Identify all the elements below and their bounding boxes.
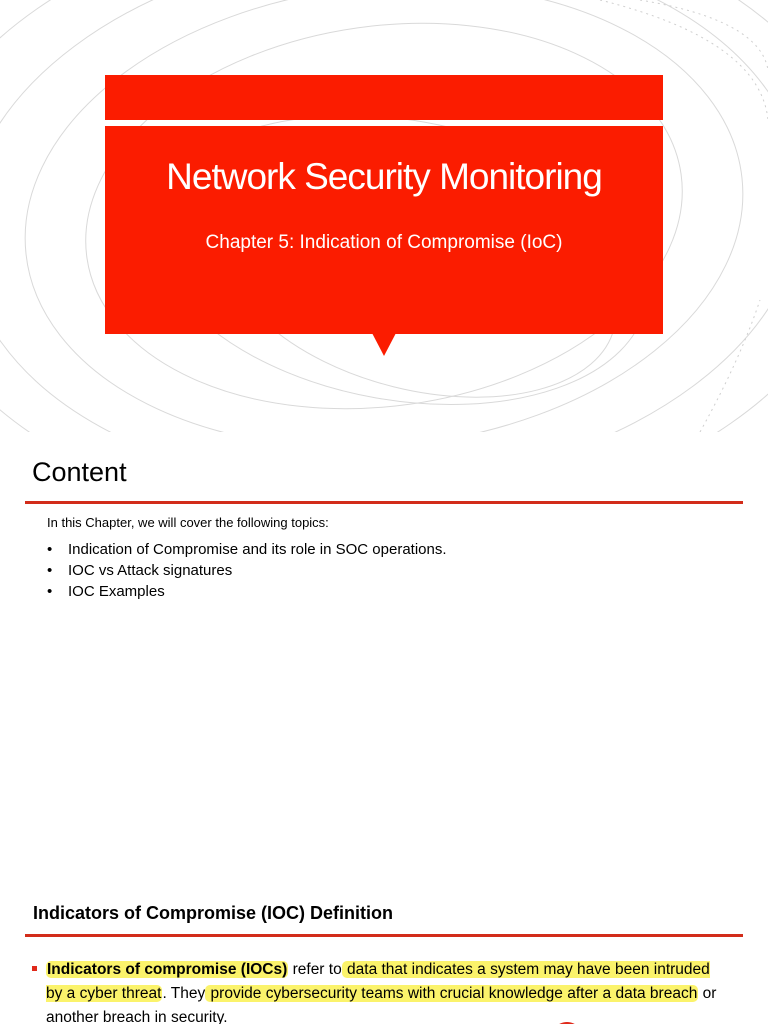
- list-item: [47, 581, 447, 602]
- definition-paragraph: [32, 958, 722, 1024]
- topic-text: Indication of Compromise and its role in SOC operations.: [68, 541, 447, 558]
- bullet-icon: •: [47, 583, 53, 600]
- title-box-pointer: [372, 333, 396, 356]
- highlighted-text: data that indicates a system may have been intruded by a cyber threat: [46, 961, 710, 1002]
- list-item: [47, 560, 447, 581]
- list-item: [47, 539, 447, 560]
- intro-text: In this Chapter, we will cover the following topics:: [47, 515, 329, 530]
- heading-divider: [25, 501, 743, 504]
- heading-divider: [25, 934, 743, 937]
- highlighted-term: Indicators of compromise (IOCs): [47, 961, 288, 978]
- highlighted-text: provide cybersecurity teams with crucial knowledge after a data breach: [206, 985, 698, 1002]
- topic-text: IOC Examples: [68, 583, 165, 600]
- content-slide: [0, 436, 768, 868]
- text-run: . They: [162, 985, 206, 1002]
- text-run: or another breach in security.: [46, 985, 717, 1024]
- title-top-band: [105, 75, 663, 120]
- definition-slide: [0, 872, 768, 1024]
- title-box: [105, 126, 663, 334]
- chapter-subtitle: Chapter 5: Indication of Compromise (IoC): [205, 232, 563, 253]
- topic-text: IOC vs Attack signatures: [68, 562, 233, 579]
- bullet-icon: •: [47, 562, 53, 579]
- title-slide: [0, 0, 768, 432]
- square-bullet-icon: [32, 966, 37, 971]
- text-run: refer to: [288, 961, 342, 978]
- slide-heading: Indicators of Compromise (IOC) Definition: [33, 903, 394, 923]
- bullet-icon: •: [47, 541, 53, 558]
- presentation-title: Network Security Monitoring: [166, 156, 602, 197]
- topic-list: [47, 539, 447, 602]
- annotation-circle-mark: [552, 1020, 582, 1024]
- definition-text: [46, 958, 722, 1024]
- slide-heading: Content: [32, 457, 127, 487]
